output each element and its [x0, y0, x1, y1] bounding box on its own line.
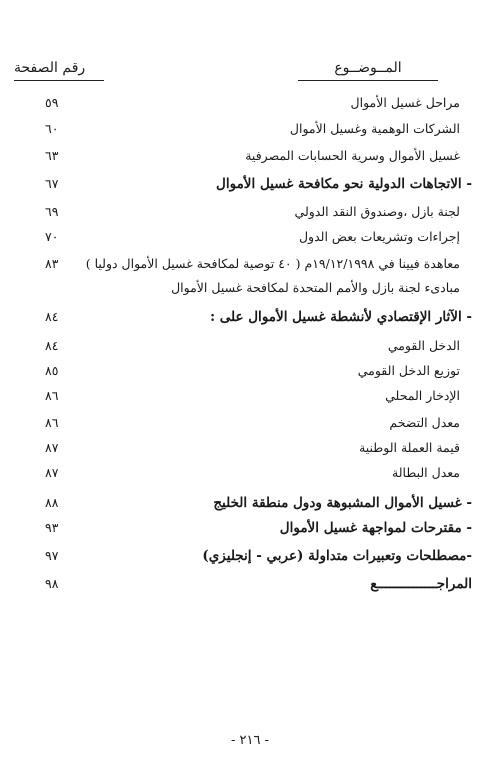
toc-entry-title: لجنة بازل ،وصندوق النقد الدولي: [294, 204, 460, 219]
toc-entry: [0, 226, 500, 248]
toc-entry: [0, 335, 500, 357]
toc-entry-title: الإدخار المحلي: [385, 388, 460, 403]
toc-entry-title: الدخل القومي: [387, 338, 460, 353]
toc-entry-title: - غسيل الأموال المشبوهة ودول منطقة الخليج: [213, 495, 472, 511]
toc-entry: [0, 545, 500, 567]
toc-entry-page-number: ٨٧: [45, 440, 59, 455]
toc-entry-title: مبادىء لجنة بازل والأمم المتحدة لمكافحة غسيل الأموال: [171, 280, 460, 295]
toc-entry-page-number: ٨٧: [45, 465, 59, 480]
toc-entry: [0, 412, 500, 434]
toc-entry-page-number: ٨٤: [45, 338, 59, 353]
toc-entry-title: - الآثار الإقتصادي لأنشطة غسيل الأموال على :: [210, 309, 472, 325]
toc-entry-page-number: ٦٩: [45, 204, 59, 219]
toc-entry: [0, 360, 500, 382]
toc-entry-title: معاهدة فيينا في ١٩/١٢/١٩٩٨م ( ٤٠ توصية لمكافحة غسيل الأموال دوليا ): [85, 256, 460, 271]
toc-entry-title: الشركات الوهمية وغسيل الأموال: [289, 121, 460, 136]
toc-entry-page-number: ٩٧: [45, 548, 59, 563]
toc-entry-page-number: ٦٧: [45, 176, 59, 191]
toc-entry: [0, 145, 500, 167]
toc-entry: [0, 201, 500, 223]
toc-entry-page-number: ٦٠: [45, 121, 59, 136]
page-number-column-header: رقم الصفحة: [14, 60, 104, 81]
toc-entry-title: مراحل غسيل الأموال: [350, 95, 460, 110]
toc-entry: [0, 253, 500, 275]
toc-entry-title: معدل التضخم: [389, 415, 460, 430]
toc-entry: [0, 277, 500, 299]
toc-entry-page-number: ٩٣: [45, 520, 59, 535]
toc-entry-title: معدل البطالة: [392, 465, 460, 480]
toc-entry: [0, 573, 500, 595]
toc-entry: [0, 173, 500, 195]
toc-entry: [0, 118, 500, 140]
toc-entry: [0, 385, 500, 407]
toc-entry-page-number: ٧٠: [45, 229, 59, 244]
topic-column-header: المــوضــوع: [298, 60, 438, 81]
toc-entry-title: إجراءات وتشريعات بعض الدول: [298, 229, 460, 244]
toc-entry-page-number: ٥٩: [45, 95, 59, 110]
toc-entry-title: توزيع الدخل القومي: [357, 363, 460, 378]
toc-entry-page-number: ٦٣: [45, 148, 59, 163]
toc-entry-title: -مصطلحات وتعبيرات متداولة (عربي - إنجليزي): [202, 548, 472, 564]
toc-entry-page-number: ٩٨: [45, 576, 59, 591]
toc-entry: [0, 306, 500, 328]
toc-entry-title: - الاتجاهات الدولية نحو مكافحة غسيل الأموال: [216, 176, 472, 192]
toc-entry-page-number: ٨٣: [45, 256, 59, 271]
page-footer-number: - ٢١٦ -: [230, 733, 269, 748]
toc-entry-title: قيمة العملة الوطنية: [359, 440, 460, 455]
toc-entry: [0, 517, 500, 539]
toc-entry: [0, 462, 500, 484]
toc-entry-page-number: ٨٥: [45, 363, 59, 378]
toc-entry: [0, 92, 500, 114]
toc-entry-page-number: ٨٨: [45, 495, 59, 510]
toc-entry: [0, 437, 500, 459]
toc-entry-title: المراجـــــــــــــــع: [370, 576, 472, 592]
toc-entry-page-number: ٨٦: [45, 388, 59, 403]
toc-entry-title: - مقترحات لمواجهة غسيل الأموال: [279, 520, 472, 536]
toc-entry-page-number: ٨٦: [45, 415, 59, 430]
toc-entry-title: غسيل الأموال وسرية الحسابات المصرفية: [245, 148, 460, 163]
toc-entry: [0, 492, 500, 514]
toc-entry-page-number: ٨٤: [45, 309, 59, 324]
